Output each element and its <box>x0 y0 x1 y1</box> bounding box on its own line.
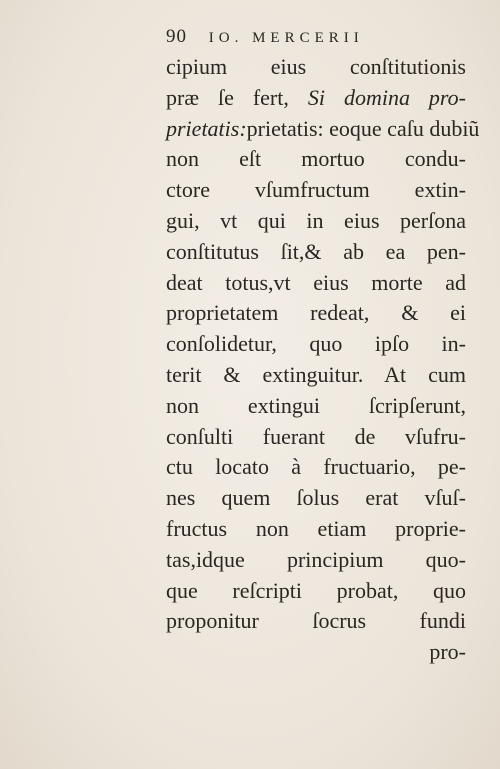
text-line: ctu locato à fructuario, pe- <box>166 454 466 480</box>
text-line <box>166 114 480 145</box>
text-line: tas,idque principium quo- <box>166 546 466 572</box>
text-segment: prietatis: eoque caſu dubiũ <box>246 115 480 141</box>
text-line: proprietatem redeat, & ei <box>166 300 466 326</box>
text-line: cipium eius conſtitutionis <box>166 54 466 79</box>
text-line: fructus non etiam proprie- <box>166 515 466 541</box>
catchword: pro- <box>429 639 466 665</box>
text-line: conſtitutus ſit,& ab ea pen- <box>166 238 466 264</box>
text-block <box>166 52 480 668</box>
text-line: ctore vſumfructum extin- <box>166 177 466 203</box>
text-segment: præ ſe fert, <box>166 84 308 110</box>
text-line: terit & extinguitur. At cum <box>166 361 466 387</box>
page-number: 90 <box>166 26 187 47</box>
italic-text: Si domina pro- <box>307 84 467 110</box>
text-line: deat totus,vt eius morte ad <box>166 269 466 295</box>
running-head: IO. MERCERII <box>208 30 364 46</box>
text-line: que reſcripti probat, quo <box>166 577 466 603</box>
italic-text: prietatis: <box>166 115 247 141</box>
text-line: conſolidetur, quo ipſo in- <box>166 331 466 357</box>
text-line <box>166 83 466 114</box>
text-line: non eſt mortuo condu- <box>166 146 466 172</box>
text-line: nes quem ſolus erat vſuſ- <box>166 485 466 511</box>
text-line: proponitur ſocrus fundi <box>166 608 466 634</box>
text-line: gui, vt qui in eius perſona <box>166 207 466 233</box>
text-line: conſulti fuerant de vſufru- <box>166 423 466 449</box>
page-header <box>166 26 364 48</box>
text-line: non extingui ſcripſerunt, <box>166 392 466 418</box>
